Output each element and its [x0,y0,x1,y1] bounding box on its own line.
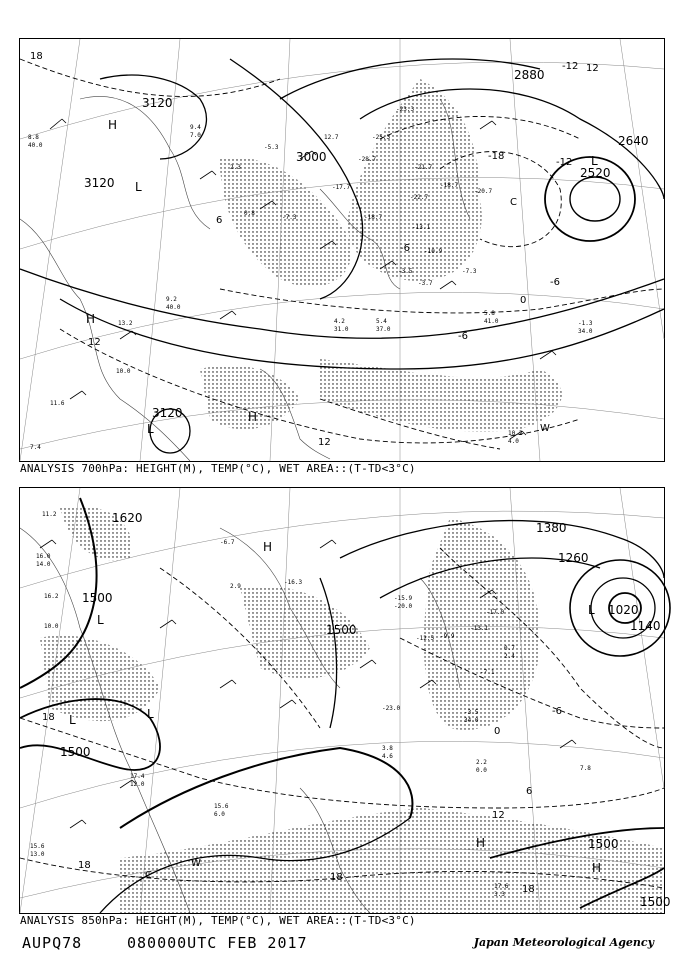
isotherm-label: -18 [488,151,505,162]
station-value: 17.4 [130,773,145,780]
isotherm-label: 0 [494,726,501,737]
station-value: -6.7 [220,539,235,546]
station-value: 16.2 [44,593,59,600]
station-value: -16.3 [284,579,303,586]
system-700-H2: H [86,312,96,326]
station-value: 0.7 [504,645,515,652]
system-850-L3: L [147,707,154,721]
station-value: -3.5 [398,268,413,275]
height-label: 2520 [580,166,611,180]
isotherm-label: 12 [318,437,331,448]
station-value: -23.3 [396,106,415,113]
station-value: 37.0 [376,326,391,333]
system-850-H3: H [592,861,602,875]
isotherm-label: -12 [556,157,573,168]
isotherm-label: -6 [400,243,410,254]
height-label: 3120 [142,96,173,110]
station-value: 3.8 [382,745,393,752]
system-700-L1: L [135,180,142,194]
station-value: -7.3 [282,214,297,221]
height-label: 3120 [152,406,183,420]
station-value: -22.7 [410,194,429,201]
station-value: -18.7 [364,214,383,221]
system-850-L2: L [69,713,76,727]
station-value: 11.2 [42,511,57,518]
station-value: 11.6 [50,400,65,407]
station-value: -3.5 [464,709,479,716]
station-value: 34.0 [578,328,593,335]
station-value: 17.6 [494,883,509,890]
station-value: 16.0 [36,553,51,560]
station-value: -28.7 [358,156,377,163]
station-value: 41.0 [484,318,499,325]
height-label: 1500 [60,745,91,759]
height-label: 1260 [558,551,589,565]
station-value: 34.0 [464,717,479,724]
system-850-L4: L [588,603,595,617]
height-label: 1380 [536,521,567,535]
isotherm-label: 18 [78,860,91,871]
map-850hpa-canvas [20,488,671,913]
station-value: 6.0 [214,811,225,818]
station-value: -3.7 [418,280,433,287]
system-700-L2: L [591,154,598,168]
station-value: 7.4 [30,444,41,451]
system-850-H1: H [263,540,273,554]
station-value: 5.4 [376,318,387,325]
isotherm-label: 6 [526,786,533,797]
station-value: -21.7 [414,164,433,171]
system-850-L1: L [97,613,104,627]
isotherm-label: -6 [552,706,562,717]
station-value: 40.0 [28,142,43,149]
station-value: 13.2 [118,320,133,327]
station-value: -17.7 [332,184,351,191]
height-label: 1500 [640,895,671,909]
height-label: 1500 [82,591,113,605]
station-value: 2.3 [230,164,241,171]
isotherm-label: 18 [330,872,343,883]
system-850-C: C [145,870,152,881]
map-panel-850hpa [19,487,671,914]
system-700-H1: H [108,118,118,132]
station-value: -10.9 [424,248,443,255]
station-value: -1.3 [578,320,593,327]
system-850-W: W [191,858,201,869]
height-label: 3000 [296,150,327,164]
caption-700hpa: ANALYSIS 700hPa: HEIGHT(M), TEMP(°C), WET AREA::(T-TD<3°C) [20,462,416,475]
station-value: 10.0 [116,368,131,375]
station-value: -25.3 [372,134,391,141]
station-value: 14.0 [36,561,51,568]
station-value: 3.3 [494,891,505,898]
system-700-W: W [540,423,550,434]
station-value: -12.5 [416,635,435,642]
agency-name: Japan Meteorological Agency [473,936,654,949]
station-value: 12.7 [324,134,339,141]
height-label: 1620 [112,511,143,525]
station-value: 7.8 [580,765,591,772]
system-700-H3: H [248,410,258,424]
station-value: 9.4 [190,124,201,131]
station-value: 2.9 [230,583,241,590]
isotherm-label: 0 [520,295,527,306]
station-value: 12.0 [130,781,145,788]
station-value: 4.0 [508,438,519,445]
height-label: 1500 [326,623,357,637]
isotherm-label: -6 [458,331,468,342]
station-value: -23.0 [382,705,401,712]
caption-850hpa: ANALYSIS 850hPa: HEIGHT(M), TEMP(°C), WET AREA::(T-TD<3°C) [20,914,416,927]
isotherm-label: 18 [30,51,43,62]
isotherm-label: -12 [562,61,579,72]
station-value: -7.1 [480,669,495,676]
station-value: 8.8 [28,134,39,141]
station-value: 10.0 [44,623,59,630]
map-700hpa-canvas [20,39,664,461]
map-panel-700hpa [19,38,665,462]
station-value: 0.0 [476,767,487,774]
station-value: -7.3 [462,268,477,275]
station-value: 13.0 [30,851,45,858]
station-value: 31.0 [334,326,349,333]
isotherm-label: 18 [42,712,55,723]
wet-area-850 [40,506,664,913]
station-value: 5.8 [484,310,495,317]
station-value: 10.2 [508,430,523,437]
station-value: -13.1 [412,224,431,231]
station-value: 4.6 [382,753,393,760]
station-value: -9.9 [440,633,455,640]
height-label: 2880 [514,68,545,82]
station-value: 4.2 [334,318,345,325]
height-label: 2640 [618,134,649,148]
system-850-H2: H [476,836,486,850]
station-value: 0.8 [244,210,255,217]
chart-id: AUPQ78 [22,934,83,952]
isotherm-label: 12 [586,63,599,74]
height-label: 3120 [84,176,115,190]
station-value: 7.0 [190,132,201,139]
isotherm-label: 18 [522,884,535,895]
station-value: 15.6 [214,803,229,810]
isotherm-label: 12 [88,337,101,348]
station-value: 40.0 [166,304,181,311]
station-value: -15.9 [394,595,413,602]
station-value: -18.7 [440,182,459,189]
station-value: -20.7 [474,188,493,195]
station-value: 9.2 [166,296,177,303]
valid-time: 080000UTC FEB 2017 [127,934,308,952]
station-value: -17.0 [486,609,505,616]
system-700-L3: L [147,422,154,436]
height-label: 1140 [630,619,661,633]
station-value: -20.0 [394,603,413,610]
system-700-C: C [510,197,517,208]
station-value: -13.1 [470,625,489,632]
height-label: 1020 [608,603,639,617]
isotherm-label: 6 [216,215,223,226]
height-label: 1500 [588,837,619,851]
station-value: 2.4 [504,653,515,660]
station-value: 2.2 [476,759,487,766]
isotherm-label: 12 [492,810,505,821]
station-value: -5.3 [264,144,279,151]
isotherm-label: -6 [550,277,560,288]
wet-area-700 [200,79,562,432]
station-value: 15.6 [30,843,45,850]
